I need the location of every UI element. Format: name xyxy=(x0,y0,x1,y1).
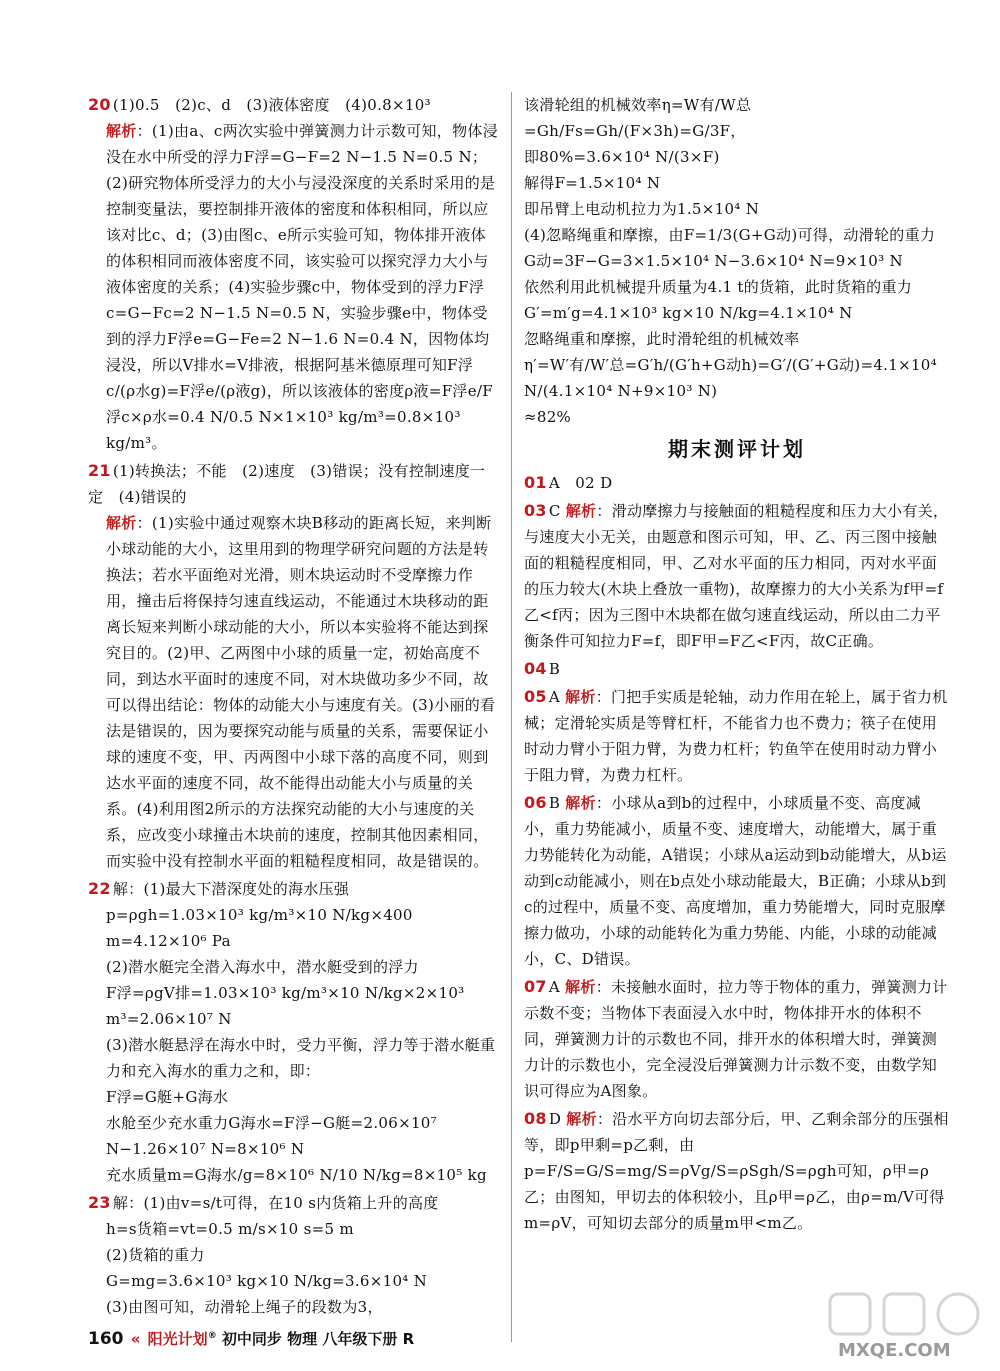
column-divider xyxy=(511,92,512,1342)
question-05 xyxy=(524,684,950,788)
question-08 xyxy=(524,1106,950,1236)
question-03 xyxy=(524,498,950,654)
question-number: 03 xyxy=(524,501,547,520)
solution-line: 水舱至少充水重力G海水=F浮−G艇=2.06×10⁷ N−1.26×10⁷ N=8×10⁶ N xyxy=(106,1114,437,1158)
question-21 xyxy=(88,458,498,874)
question-01-02 xyxy=(524,470,950,496)
solution-line: 充水质量m=G海水/g=8×10⁶ N/10 N/kg=8×10⁵ kg xyxy=(106,1166,487,1184)
question-number: 20 xyxy=(88,95,111,114)
solution-line: 依然利用此机械提升质量为4.1 t的货箱，此时货箱的重力 xyxy=(524,278,913,296)
right-column xyxy=(524,92,950,1238)
answer-text: A xyxy=(548,688,561,706)
analysis-label: 解析 xyxy=(565,794,596,812)
solution-line: (2)货箱的重力 xyxy=(106,1246,205,1264)
registered-mark: ® xyxy=(207,1331,217,1341)
solution-line: 即80%=3.6×10⁴ N/(3×F) xyxy=(524,148,720,166)
answer-text: C xyxy=(548,502,561,520)
answer-text: (1)转换法；不能 (2)速度 (3)错误；没有控制速度一定 (4)错误的 xyxy=(88,462,486,506)
answer-text: B xyxy=(548,660,561,678)
solution-line: G动=3F−G=3×1.5×10⁴ N−3.6×10⁴ N=9×10³ N xyxy=(524,252,903,270)
question-06 xyxy=(524,790,950,972)
brand-name: 阳光计划 xyxy=(147,1330,208,1348)
analysis-label: 解析 xyxy=(565,502,597,520)
analysis-text: ：未接触水面时，拉力等于物体的重力，弹簧测力计示数不变；当物体下表面浸入水中时，物体排开水的体积不同，弹簧测力计的示数也不同，排开水的体积增大时，弹簧测力计的示数也小，完全浸没后弹簧测力计示数不变，由数学知识可得应为A图象。 xyxy=(524,978,948,1100)
solution-line: p=ρgh=1.03×10³ kg/m³×10 N/kg×400 m=4.12×10⁶ Pa xyxy=(106,906,413,950)
question-number: 08 xyxy=(524,1109,547,1128)
solution-line: η′=W′有/W′总=G′h/(G′h+G动h)=G′/(G′+G动)=4.1×10⁴ N/(4.1×10⁴ N+9×10³ N) xyxy=(524,356,937,400)
solution-line: ≈82% xyxy=(524,408,572,426)
analysis-label: 解析 xyxy=(565,978,596,996)
answer-text: A 02 D xyxy=(548,474,613,492)
analysis-text: ：小球从a到b的过程中，小球质量不变、高度减小，重力势能减小，质量不变、速度增大，动能增大，属于重力势能转化为动能，A错误；小球从a运动到b动能增大，从b运动到c动能减小，则在b点处小球动能最大，B正确；小球从b到c的过程中，质量不变、高度增加，重力势能增大，同时克服摩擦力做功，小球的动能转化为重力势能、内能，小球的动能减小，C、D错误。 xyxy=(524,794,947,968)
question-23 xyxy=(88,1190,498,1320)
question-04 xyxy=(524,656,950,682)
answer-text: D xyxy=(548,1110,562,1128)
section-title: 期末测评计划 xyxy=(668,437,806,461)
book-subtitle: 初中同步 物理 八年级下册 R xyxy=(221,1330,415,1348)
question-number: 21 xyxy=(88,461,111,480)
analysis-text: ：(1)实验中通过观察木块B移动的距离长短，来判断小球动能的大小，这里用到的物理学研究问题的方法是转换法；若水平面绝对光滑，则木块运动时不受摩擦力作用，撞击后将保持匀速直线运动，不能通过木块移动的距离长短来判断小球动能的大小，所以本实验将不能达到探究目的。(2)甲、乙两图中小球的质量一定，初始高度不同，到达水平面时的速度不同，对木块做功多少不同，故可以得出结论：物体的动能大小与速度有关。(3)小丽的看法是错误的，因为要探究动能与质量的关系，需要保证小球的速度不变，甲、丙两图中小球下落的高度不同，则到达水平面的速度不同，故不能得出动能大小与质量的关系。(4)利用图2所示的方法探究动能的大小与速度的关系，应改变小球撞击木块前的速度，控制其他因素相同，而实验中没有控制水平面的粗糙程度相同，故是错误的。 xyxy=(106,514,496,870)
solution-line: (3)潜水艇悬浮在海水中时，受力平衡，浮力等于潜水艇重力和充入海水的重力之和，即： xyxy=(106,1036,496,1080)
question-07 xyxy=(524,974,950,1104)
question-20 xyxy=(88,92,498,456)
analysis-label: 解析 xyxy=(565,688,596,706)
analysis-text: ：沿水平方向切去部分后，甲、乙剩余部分的压强相等，即p甲剩=p乙剩，由p=F/S=G/S=mg/S=ρVg/S=ρSgh/S=ρgh可知，ρ甲=ρ乙；由图知，甲切去的体积较小，且ρ甲=ρ乙，由ρ=m/V可得m=ρV，可知切去部分的质量m甲<m乙。 xyxy=(524,1110,949,1232)
question-22 xyxy=(88,876,498,1188)
answer-text: (1)0.5 (2)c、d (3)液体密度 (4)0.8×10³ xyxy=(112,96,431,114)
solution-line: h=s货箱=vt=0.5 m/s×10 s=5 m xyxy=(106,1220,354,1238)
question-number: 07 xyxy=(524,977,547,996)
solution-line: 解：(1)由v=s/t可得，在10 s内货箱上升的高度 xyxy=(112,1194,439,1212)
solution-line: 解：(1)最大下潜深度处的海水压强 xyxy=(112,880,350,898)
question-number: 22 xyxy=(88,879,111,898)
question-number: 06 xyxy=(524,793,547,812)
solution-line: 该滑轮组的机械效率η=W有/W总=Gh/Fs=Gh/(F×3h)=G/3F， xyxy=(524,96,752,140)
question-number: 23 xyxy=(88,1193,111,1212)
analysis-text: ：滑动摩擦力与接触面的粗糙程度和压力大小有关，与速度大小无关，由题意和图示可知，甲、乙、丙三图中接触面的粗糙程度相同，甲、乙对水平面的压力相同，丙对水平面的压力较大(木块上叠放一重物)，故摩擦力的大小关系为f甲=f乙<f丙；因为三图中木块都在做匀速直线运动，所以由二力平衡条件可知拉力F=f，即F甲=F乙<F丙，故C正确。 xyxy=(524,502,949,650)
solution-line: (3)由图可知，动滑轮上绳子的段数为3， xyxy=(106,1298,383,1316)
left-column xyxy=(88,92,498,1322)
question-23-continued xyxy=(524,92,950,430)
solution-line: 忽略绳重和摩擦，此时滑轮组的机械效率 xyxy=(524,330,800,348)
analysis-label: 解析 xyxy=(106,514,137,532)
analysis-label: 解析 xyxy=(566,1110,597,1128)
page-footer xyxy=(88,1328,414,1349)
solution-line: G=mg=3.6×10³ kg×10 N/kg=3.6×10⁴ N xyxy=(106,1272,428,1290)
solution-line: 即吊臂上电动机拉力为1.5×10⁴ N xyxy=(524,200,760,218)
question-number: 04 xyxy=(524,659,547,678)
solution-line: F浮=ρgV排=1.03×10³ kg/m³×10 N/kg×2×10³ m³=2.06×10⁷ N xyxy=(106,984,465,1028)
watermark-text: MXQE.COM xyxy=(838,1340,951,1361)
solution-line: F浮=G艇+G海水 xyxy=(106,1088,229,1106)
solution-line: (4)忽略绳重和摩擦，由F=1/3(G+G动)可得，动滑轮的重力 xyxy=(524,226,936,244)
analysis-text: ：(1)由a、c两次实验中弹簧测力计示数可知，物体浸没在水中所受的浮力F浮=G−F=2 N−1.5 N=0.5 N；(2)研究物体所受浮力的大小与浸没深度的关系时采用的是控制变量法，要控制排开液体的密度和体积相同，所以应该对比c、d；(3)由图c、e所示实验可知，物体排开液体的体积相同而液体密度不同，该实验可以探究浮力大小与液体密度的关系；(4)实验步骤c中，物体受到的浮力F浮c=G−Fc=2 N−1.5 N=0.5 N，实验步骤e中，物体受到的浮力F浮e=G−Fe=2 N−1.6 N=0.4 N，因物体均浸没，所以V排水=V排液，根据阿基米德原理可知F浮c/(ρ水g)=F浮e/(ρ液g)，所以该液体的密度ρ液=F浮e/F浮c×ρ水=0.4 N/0.5 N×1×10³ kg/m³=0.8×10³ kg/m³。 xyxy=(106,122,499,452)
analysis-text: ：门把手实质是轮轴，动力作用在轮上，属于省力机械；定滑轮实质是等臂杠杆，不能省力也不费力；筷子在使用时动力臂小于阻力臂，为费力杠杆；钓鱼竿在使用时动力臂小于阻力臂，为费力杠杆。 xyxy=(524,688,948,784)
question-number: 01 xyxy=(524,473,547,492)
solution-line: G′=m′g=4.1×10³ kg×10 N/kg=4.1×10⁴ N xyxy=(524,304,853,322)
answer-text: A xyxy=(548,978,561,996)
answer-text: B xyxy=(548,794,561,812)
analysis-label: 解析 xyxy=(106,122,137,140)
solution-line: 解得F=1.5×10⁴ N xyxy=(524,174,661,192)
double-chevron-icon: « xyxy=(130,1330,141,1348)
question-number: 05 xyxy=(524,687,547,706)
page-number: 160 xyxy=(88,1329,124,1349)
solution-line: (2)潜水艇完全潜入海水中，潜水艇受到的浮力 xyxy=(106,958,419,976)
